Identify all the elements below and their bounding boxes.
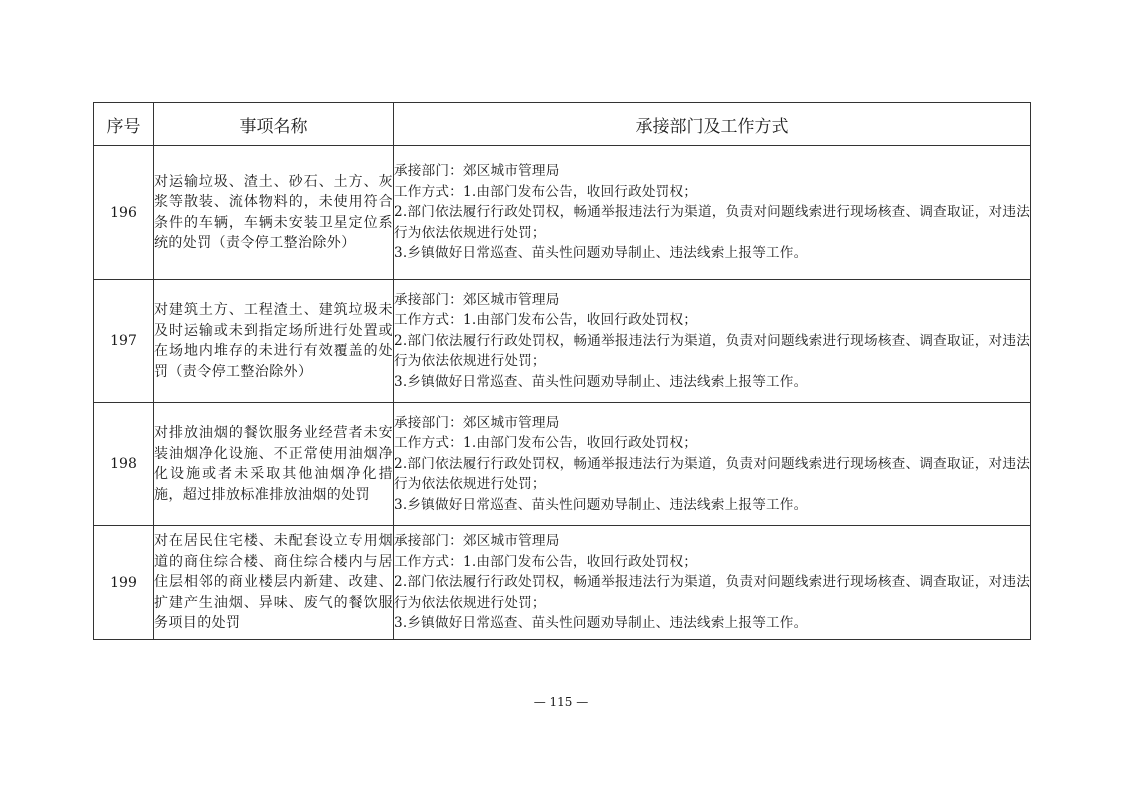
row-department-method — [394, 526, 1031, 640]
row-matter-name: 对运输垃圾、渣土、砂石、土方、灰浆等散装、流体物料的，未使用符合条件的车辆，车辆未安装卫星定位系统的处罚（责令停工整治除外） — [154, 146, 394, 280]
row-serial-number: 196 — [94, 146, 154, 280]
row-method-item-2: 2.部门依法履行行政处罚权，畅通举报违法行为渠道，负责对问题线索进行现场核查、调查取证，对违法行为依法依规进行处罚； — [394, 204, 1030, 241]
table-row — [94, 280, 1031, 403]
row-department-method — [394, 146, 1031, 280]
row-serial-number: 198 — [94, 403, 154, 526]
row-department-method — [394, 280, 1031, 403]
matters-table — [93, 102, 1031, 640]
row-matter-name: 对排放油烟的餐饮服务业经营者未安装油烟净化设施、不正常使用油烟净化设施或者未采取其他油烟净化措施，超过排放标准排放油烟的处罚 — [154, 403, 394, 526]
table-row — [94, 403, 1031, 526]
row-method-item-3: 3.乡镇做好日常巡查、苗头性问题劝导制止、违法线索上报等工作。 — [394, 496, 808, 513]
table-header-row — [94, 103, 1031, 146]
row-method-item-3: 3.乡镇做好日常巡查、苗头性问题劝导制止、违法线索上报等工作。 — [394, 245, 808, 262]
row-method-item-3: 3.乡镇做好日常巡查、苗头性问题劝导制止、违法线索上报等工作。 — [394, 615, 808, 632]
row-method: 工作方式：1.由部门发布公告，收回行政处罚权； — [394, 312, 698, 329]
table-row — [94, 146, 1031, 280]
row-department: 承接部门：郊区城市管理局 — [394, 163, 560, 180]
row-method-item-3: 3.乡镇做好日常巡查、苗头性问题劝导制止、违法线索上报等工作。 — [394, 373, 808, 390]
header-matter-name: 事项名称 — [154, 103, 394, 146]
row-method-item-2: 2.部门依法履行行政处罚权，畅通举报违法行为渠道，负责对问题线索进行现场核查、调查取证，对违法行为依法依规进行处罚； — [394, 332, 1030, 370]
row-method: 工作方式：1.由部门发布公告，收回行政处罚权； — [394, 435, 698, 452]
row-serial-number: 197 — [94, 280, 154, 403]
row-method: 工作方式：1.由部门发布公告，收回行政处罚权； — [394, 553, 698, 570]
row-method-item-2: 2.部门依法履行行政处罚权，畅通举报违法行为渠道，负责对问题线索进行现场核查、调查取证，对违法行为依法依规进行处罚； — [394, 455, 1030, 493]
row-serial-number: 199 — [94, 526, 154, 640]
row-department: 承接部门：郊区城市管理局 — [394, 414, 560, 431]
row-department: 承接部门：郊区城市管理局 — [394, 533, 560, 550]
row-matter-name: 对建筑土方、工程渣土、建筑垃圾未及时运输或未到指定场所进行处置或在场地内堆存的未进行有效覆盖的处罚（责令停工整治除外） — [154, 280, 394, 403]
header-department-method: 承接部门及工作方式 — [394, 103, 1031, 146]
header-serial-number: 序号 — [94, 103, 154, 146]
row-method: 工作方式：1.由部门发布公告，收回行政处罚权； — [394, 183, 698, 200]
row-method-item-2: 2.部门依法履行行政处罚权，畅通举报违法行为渠道，负责对问题线索进行现场核查、调查取证，对违法行为依法依规进行处罚； — [394, 574, 1030, 611]
table-row — [94, 526, 1031, 640]
row-department: 承接部门：郊区城市管理局 — [394, 291, 560, 308]
page-number: — 115 — — [533, 695, 589, 709]
row-matter-name: 对在居民住宅楼、未配套设立专用烟道的商住综合楼、商住综合楼内与居住层相邻的商业楼层内新建、改建、扩建产生油烟、异味、废气的餐饮服务项目的处罚 — [154, 526, 394, 640]
row-department-method — [394, 403, 1031, 526]
